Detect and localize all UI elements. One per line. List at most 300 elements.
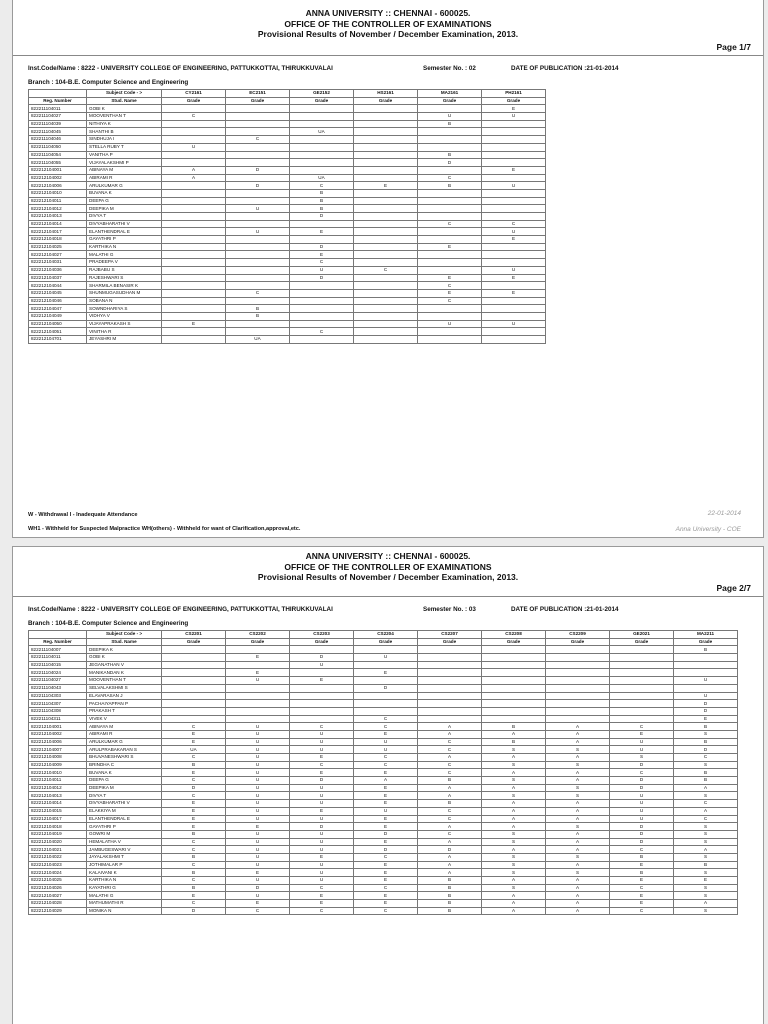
grade-cell: E (354, 784, 418, 792)
result-page-2 (12, 546, 764, 1024)
grade-cell (354, 297, 418, 305)
reg-number-cell: 822211104307 (29, 700, 87, 708)
grade-cell: E (482, 274, 546, 282)
grade-cell: S (546, 792, 610, 800)
table-row (29, 884, 738, 892)
grade-cell (354, 143, 418, 151)
reg-number-cell: 822212104031 (29, 259, 87, 267)
grade-cell: B (610, 853, 674, 861)
grade-cell: A (546, 861, 610, 869)
grade-cell: E (162, 769, 226, 777)
reg-number-cell: 822212104701 (29, 336, 87, 344)
grade-cell: C (674, 800, 738, 808)
grade-cell: S (546, 784, 610, 792)
table-row (29, 769, 738, 777)
grade-cell (226, 189, 290, 197)
student-name-cell: JAYALAKSHMI T (87, 853, 162, 861)
coe-stamp: Anna University - COE (675, 526, 741, 533)
reg-number-cell: 822211104027 (29, 677, 87, 685)
grade-cell: C (354, 715, 418, 723)
grade-cell: U (226, 746, 290, 754)
grade-cell: S (674, 853, 738, 861)
grade-cell: E (290, 228, 354, 236)
grade-cell: A (674, 784, 738, 792)
grade-cell (162, 328, 226, 336)
table-row (29, 328, 546, 336)
grade-cell (354, 105, 418, 113)
grade-cell (610, 661, 674, 669)
grade-cell: E (162, 815, 226, 823)
grade-cell (162, 715, 226, 723)
grade-cell: A (162, 166, 226, 174)
grade-cell: A (482, 807, 546, 815)
student-name-cell: ABIRAMI R (87, 174, 162, 182)
subject-code-cell: CY2161 (162, 90, 226, 98)
grade-cell: E (226, 669, 290, 677)
grade-cell: A (418, 792, 482, 800)
grade-cell: C (418, 830, 482, 838)
grade-cell: UA (290, 128, 354, 136)
grade-cell (418, 312, 482, 320)
grade-cell (610, 700, 674, 708)
reg-number-cell: 822211104011 (29, 105, 87, 113)
grade-cell (226, 236, 290, 244)
subject-code-label: Subject Code - > (87, 631, 162, 639)
grade-cell (290, 136, 354, 144)
grade-cell: U (226, 800, 290, 808)
grade-cell (482, 336, 546, 344)
student-name-cell: ARULPRABAKARAN S (87, 746, 162, 754)
grade-cell (162, 105, 226, 113)
grade-cell (674, 684, 738, 692)
grade-cell (418, 692, 482, 700)
grade-cell: A (482, 730, 546, 738)
grade-cell (482, 297, 546, 305)
grade-header: Grade (290, 97, 354, 105)
grade-cell: C (162, 792, 226, 800)
grade-cell (482, 189, 546, 197)
reg-number-cell: 822212104009 (29, 761, 87, 769)
grade-cell: C (162, 838, 226, 846)
grade-cell (418, 677, 482, 685)
grade-cell: B (418, 907, 482, 915)
grade-cell (162, 684, 226, 692)
grade-cell (354, 128, 418, 136)
grade-cell: A (674, 846, 738, 854)
grade-cell: C (354, 884, 418, 892)
grade-cell: E (610, 861, 674, 869)
grade-cell: U (290, 784, 354, 792)
grade-cell (354, 305, 418, 313)
grade-cell: A (482, 815, 546, 823)
grade-header: Grade (610, 638, 674, 646)
reg-number-cell: 822211104045 (29, 128, 87, 136)
grade-cell (354, 136, 418, 144)
grade-cell: S (482, 869, 546, 877)
grade-cell: U (674, 677, 738, 685)
grade-cell (162, 289, 226, 297)
institution-line (13, 65, 763, 78)
table-row (29, 730, 738, 738)
grade-cell: S (674, 869, 738, 877)
reg-number-cell: 822212104025 (29, 243, 87, 251)
reg-number-cell: 822212104010 (29, 189, 87, 197)
grade-cell: A (546, 892, 610, 900)
subject-code-cell: GE2021 (610, 631, 674, 639)
grade-cell (354, 289, 418, 297)
grade-cell: A (418, 784, 482, 792)
grade-cell (226, 243, 290, 251)
grade-cell: E (418, 243, 482, 251)
student-name-cell: DIVYA T (87, 792, 162, 800)
grade-cell: U (226, 730, 290, 738)
student-name-cell: ABINAYA M (87, 166, 162, 174)
student-name-cell: GAYATHRI P (87, 236, 162, 244)
grade-cell (482, 282, 546, 290)
grade-cell (482, 654, 546, 662)
reg-number-cell: 822212104012 (29, 205, 87, 213)
reg-number-cell: 822212104029 (29, 907, 87, 915)
grade-header: Grade (290, 638, 354, 646)
student-name-cell: RAJBABU S (87, 266, 162, 274)
grade-cell: U (226, 777, 290, 785)
grade-cell: E (162, 892, 226, 900)
reg-number-cell: 822212104046 (29, 297, 87, 305)
table-row (29, 830, 738, 838)
reg-number-cell: 822211104046 (29, 136, 87, 144)
grade-cell (418, 305, 482, 313)
grade-cell: E (418, 289, 482, 297)
grade-cell: A (546, 815, 610, 823)
student-name-cell: KAYATHRI G (87, 884, 162, 892)
grade-cell: D (226, 182, 290, 190)
grade-cell: S (674, 884, 738, 892)
subject-code-row (29, 631, 738, 639)
grade-cell: A (482, 846, 546, 854)
grade-cell (482, 128, 546, 136)
grade-cell: E (482, 289, 546, 297)
grade-cell (162, 120, 226, 128)
grade-cell: A (482, 892, 546, 900)
grade-cell (418, 251, 482, 259)
table-row (29, 723, 738, 731)
grade-cell (354, 189, 418, 197)
grade-cell (226, 259, 290, 267)
grade-cell: U (354, 807, 418, 815)
grade-cell: E (290, 807, 354, 815)
grade-cell (418, 266, 482, 274)
institution-name: Inst.Code/Name : 8222 - UNIVERSITY COLLEGE OF ENGINEERING, PATTUKKOTTAI, THIRUKKUVALAI (28, 65, 333, 72)
grade-cell (162, 700, 226, 708)
grade-cell: A (482, 907, 546, 915)
table-row (29, 113, 546, 121)
grade-cell (162, 677, 226, 685)
student-name-cell: MANIKANDAN K (87, 669, 162, 677)
grade-cell: A (546, 884, 610, 892)
grade-cell (546, 669, 610, 677)
header-blank-cell (29, 90, 87, 98)
table-row (29, 754, 738, 762)
grade-cell (162, 661, 226, 669)
reg-number-cell: 822211104043 (29, 684, 87, 692)
table-row (29, 320, 546, 328)
grade-cell: D (290, 654, 354, 662)
grade-cell (418, 684, 482, 692)
grade-cell: C (482, 220, 546, 228)
table-row (29, 274, 546, 282)
grade-cell: D (354, 830, 418, 838)
grade-cell (418, 205, 482, 213)
grade-cell (226, 251, 290, 259)
grade-cell: U (354, 738, 418, 746)
results-title: Provisional Results of November / December Examination, 2013. (257, 29, 519, 39)
table-row (29, 823, 738, 831)
table-row (29, 297, 546, 305)
grade-cell: A (546, 900, 610, 908)
student-name-cell: ELANTHENDRAL E (87, 815, 162, 823)
grade-cell: A (482, 823, 546, 831)
grade-cell (226, 320, 290, 328)
grade-cell: U (226, 784, 290, 792)
table-row (29, 197, 546, 205)
grade-cell: E (354, 182, 418, 190)
grade-cell (226, 700, 290, 708)
reg-number-cell: 822212104014 (29, 220, 87, 228)
table-row (29, 128, 546, 136)
reg-number-cell: 822212104018 (29, 236, 87, 244)
semester-number: Semester No. : 02 (423, 65, 476, 72)
grade-cell: U (290, 815, 354, 823)
grade-cell: U (226, 861, 290, 869)
grade-cell (162, 213, 226, 221)
grade-cell: A (482, 784, 546, 792)
grade-cell: B (418, 120, 482, 128)
grade-cell (354, 236, 418, 244)
grade-cell: D (226, 884, 290, 892)
grade-cell: C (354, 754, 418, 762)
table-row (29, 251, 546, 259)
grade-cell: E (290, 251, 354, 259)
grade-cell: B (610, 869, 674, 877)
grade-cell: C (162, 877, 226, 885)
grade-cell: E (354, 730, 418, 738)
grade-cell: U (482, 113, 546, 121)
student-name-cell: SHARMILA BENASIR K (87, 282, 162, 290)
grade-cell (354, 259, 418, 267)
grade-cell (482, 243, 546, 251)
grade-cell (354, 661, 418, 669)
grade-cell (354, 228, 418, 236)
student-name-cell: PRAKASH T (87, 707, 162, 715)
grade-header: Grade (226, 97, 290, 105)
grade-cell: U (226, 677, 290, 685)
student-name-cell: SELVALAKSHMI S (87, 684, 162, 692)
student-name-header: Stud. Name (87, 97, 162, 105)
grade-cell: C (290, 328, 354, 336)
table-row (29, 182, 546, 190)
grade-cell (354, 159, 418, 167)
grade-cell: A (674, 900, 738, 908)
table-row (29, 738, 738, 746)
grade-cell: E (482, 166, 546, 174)
grade-cell: C (162, 900, 226, 908)
grade-cell: E (290, 677, 354, 685)
reg-number-cell: 822212104006 (29, 182, 87, 190)
grade-cell: E (226, 823, 290, 831)
grade-cell: U (226, 853, 290, 861)
grade-cell: C (418, 220, 482, 228)
grade-cell: C (674, 815, 738, 823)
grade-cell: U (354, 654, 418, 662)
grade-cell (482, 669, 546, 677)
subject-code-row (29, 90, 546, 98)
grade-cell: D (226, 166, 290, 174)
grade-cell: E (418, 274, 482, 282)
grade-cell: B (674, 777, 738, 785)
grade-cell: C (418, 174, 482, 182)
grade-cell: C (418, 761, 482, 769)
student-name-cell: DEEPA G (87, 777, 162, 785)
grade-cell (226, 707, 290, 715)
grade-cell: U (482, 182, 546, 190)
grade-cell: U (226, 723, 290, 731)
grade-cell: U (482, 266, 546, 274)
grade-cell (290, 312, 354, 320)
grade-cell: S (674, 830, 738, 838)
grade-cell (482, 136, 546, 144)
grade-cell: B (674, 769, 738, 777)
grade-cell: E (226, 900, 290, 908)
reg-number-cell: 822212104050 (29, 320, 87, 328)
grade-cell: C (418, 282, 482, 290)
grade-cell (226, 151, 290, 159)
grade-cell: D (610, 823, 674, 831)
grade-cell (226, 715, 290, 723)
grade-cell (418, 661, 482, 669)
grade-cell (290, 143, 354, 151)
grade-cell: E (674, 715, 738, 723)
grade-cell: B (290, 197, 354, 205)
grade-cell: A (418, 838, 482, 846)
grade-cell (162, 654, 226, 662)
grade-cell (226, 282, 290, 290)
grade-cell: S (546, 853, 610, 861)
grade-cell: E (354, 669, 418, 677)
subject-code-cell: CS2203 (290, 631, 354, 639)
grade-cell: B (226, 312, 290, 320)
grade-cell: E (354, 892, 418, 900)
grade-cell: A (546, 754, 610, 762)
table-row (29, 654, 738, 662)
grade-cell: S (674, 792, 738, 800)
grade-cell: A (418, 723, 482, 731)
grade-cell (162, 646, 226, 654)
grade-cell (546, 646, 610, 654)
grade-cell: U (674, 692, 738, 700)
institution-line (13, 606, 763, 619)
grade-cell (546, 692, 610, 700)
grade-cell (354, 312, 418, 320)
reg-number-cell: 822212104008 (29, 754, 87, 762)
grade-cell: D (290, 213, 354, 221)
reg-number-cell: 822211104054 (29, 151, 87, 159)
grade-cell: B (674, 861, 738, 869)
grade-cell: E (482, 105, 546, 113)
grade-header: Grade (482, 97, 546, 105)
student-name-cell: NITHIYA K (87, 120, 162, 128)
reg-number-cell: 822212104001 (29, 723, 87, 731)
grade-cell (290, 646, 354, 654)
subject-code-cell: EC2151 (226, 90, 290, 98)
grade-cell: U (610, 815, 674, 823)
grade-cell: S (482, 884, 546, 892)
reg-number-cell: 822212104013 (29, 213, 87, 221)
grade-cell (354, 151, 418, 159)
grade-cell: B (290, 189, 354, 197)
grade-cell: A (354, 777, 418, 785)
student-name-cell: MONIKA N (87, 907, 162, 915)
grade-cell: E (610, 730, 674, 738)
grade-cell (482, 661, 546, 669)
grade-cell: U (226, 738, 290, 746)
grade-cell (226, 692, 290, 700)
table-row (29, 174, 546, 182)
table-row (29, 907, 738, 915)
grade-cell: U (226, 205, 290, 213)
grade-cell: U (226, 815, 290, 823)
table-row (29, 746, 738, 754)
grade-cell: C (354, 907, 418, 915)
grade-cell: B (674, 723, 738, 731)
grade-cell (354, 707, 418, 715)
reg-number-cell: 822211104055 (29, 159, 87, 167)
grade-cell: UA (226, 336, 290, 344)
table-row (29, 228, 546, 236)
reg-number-cell: 822212104002 (29, 730, 87, 738)
grade-cell: U (226, 892, 290, 900)
subject-code-cell: CS2202 (226, 631, 290, 639)
grade-cell (226, 143, 290, 151)
grade-cell (162, 297, 226, 305)
grade-cell: U (226, 228, 290, 236)
grade-cell (290, 320, 354, 328)
grade-cell: A (418, 823, 482, 831)
grade-cell (290, 105, 354, 113)
table-row (29, 151, 546, 159)
grade-cell (482, 692, 546, 700)
grade-header: Grade (418, 97, 482, 105)
grade-cell: C (226, 289, 290, 297)
reg-number-cell: 822212104036 (29, 266, 87, 274)
grade-cell: E (162, 730, 226, 738)
grade-cell (418, 654, 482, 662)
grade-cell: U (610, 738, 674, 746)
grade-cell (482, 259, 546, 267)
grade-cell (354, 677, 418, 685)
subject-code-cell: HS2161 (354, 90, 418, 98)
grade-cell (418, 213, 482, 221)
grade-cell: E (610, 900, 674, 908)
grade-cell (290, 707, 354, 715)
grade-cell (482, 646, 546, 654)
reg-number-cell: 822212104025 (29, 877, 87, 885)
results-title: Provisional Results of November / December Examination, 2013. (257, 572, 519, 582)
grade-cell (546, 700, 610, 708)
grade-cell (482, 174, 546, 182)
grade-cell: U (290, 838, 354, 846)
grade-cell: D (674, 746, 738, 754)
grade-cell (226, 120, 290, 128)
